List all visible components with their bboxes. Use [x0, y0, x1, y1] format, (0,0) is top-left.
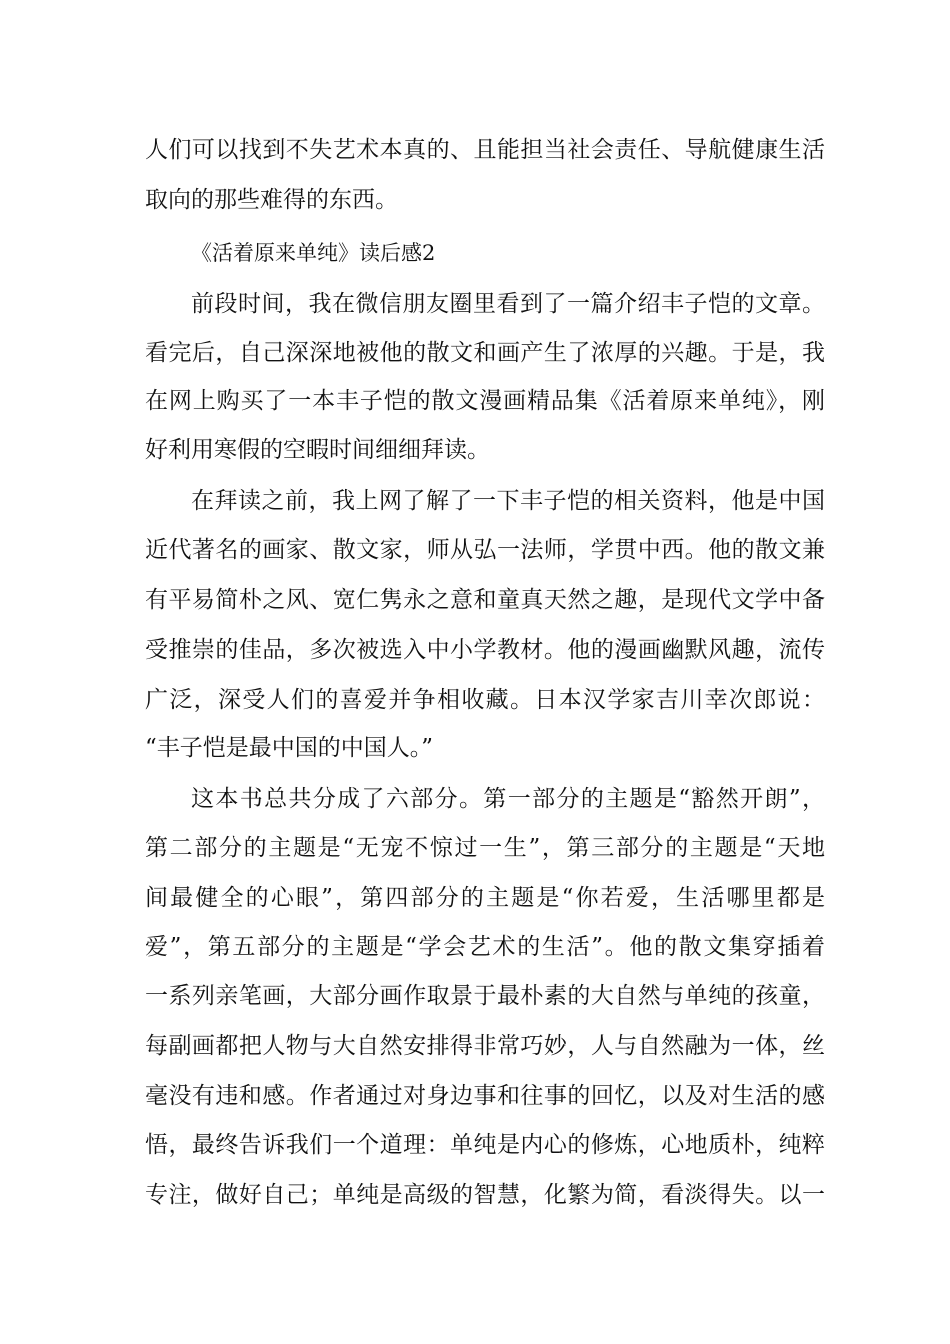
paragraph-line: 有平易简朴之风、宽仁隽永之意和童真天然之趣，是现代文学中备 — [145, 587, 825, 613]
paragraph-line: 取向的那些难得的东西。 — [145, 187, 398, 213]
paragraph-line: 在拜读之前，我上网了解了一下丰子恺的相关资料，他是中国 — [191, 488, 825, 514]
paragraph-line: 每副画都把人物与大自然安排得非常巧妙，人与自然融为一体，丝 — [145, 1033, 825, 1059]
paragraph-line: 受推崇的佳品，多次被选入中小学教材。他的漫画幽默风趣，流传 — [145, 637, 825, 663]
paragraph-line: 好利用寒假的空暇时间细细拜读。 — [145, 437, 490, 463]
paragraph-line: 专注，做好自己；单纯是高级的智慧，化繁为简，看淡得失。以一 — [145, 1182, 825, 1208]
paragraph-line: “丰子恺是最中国的中国人。” — [145, 735, 434, 761]
paragraph-line: 广泛，深受人们的喜爱并争相收藏。日本汉学家吉川幸次郎说： — [145, 687, 825, 713]
paragraph-line: 悟，最终告诉我们一个道理：单纯是内心的修炼，心地质朴，纯粹 — [145, 1132, 825, 1158]
paragraph-line: 一系列亲笔画，大部分画作取景于最朴素的大自然与单纯的孩童， — [145, 983, 825, 1009]
paragraph-line: 近代著名的画家、散文家，师从弘一法师，学贯中西。他的散文兼 — [145, 537, 825, 563]
paragraph-line: 在网上购买了一本丰子恺的散文漫画精品集《活着原来单纯》，刚 — [145, 388, 825, 414]
paragraph-line: 间最健全的心眼”，第四部分的主题是“你若爱，生活哪里都是 — [145, 885, 825, 911]
paragraph-line: 人们可以找到不失艺术本真的、且能担当社会责任、导航健康生活 — [145, 137, 825, 163]
paragraph-line: 第二部分的主题是“无宠不惊过一生”，第三部分的主题是“天地 — [145, 835, 825, 861]
section-heading: 《活着原来单纯》读后感2 — [191, 241, 436, 265]
paragraph-line: 前段时间，我在微信朋友圈里看到了一篇介绍丰子恺的文章。 — [191, 291, 825, 317]
paragraph-line: 毫没有违和感。作者通过对身边事和往事的回忆，以及对生活的感 — [145, 1083, 825, 1109]
paragraph-line: 爱”，第五部分的主题是“学会艺术的生活”。他的散文集穿插着 — [145, 934, 825, 960]
paragraph-line: 看完后，自己深深地被他的散文和画产生了浓厚的兴趣。于是，我 — [145, 340, 825, 366]
paragraph-line: 这本书总共分成了六部分。第一部分的主题是“豁然开朗”， — [191, 786, 825, 812]
